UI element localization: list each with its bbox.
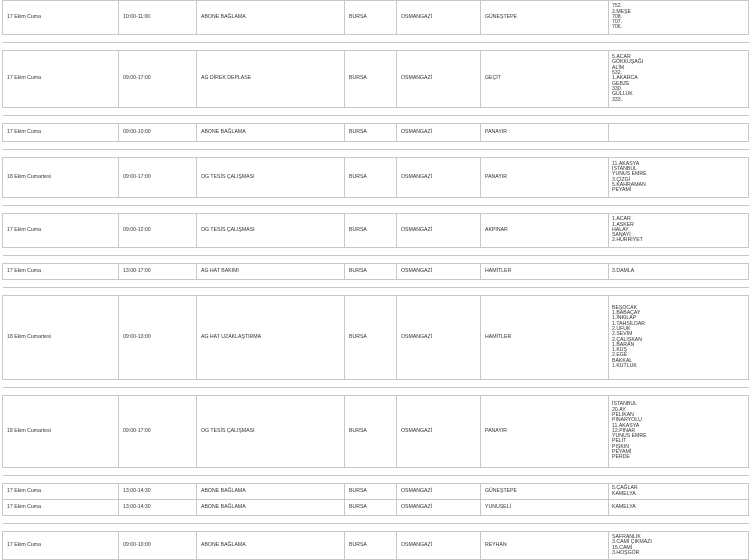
cell-district: OSMANGAZİ (397, 158, 481, 198)
cell-streets (609, 396, 749, 468)
cell-area: REYHAN (481, 532, 609, 560)
cell-time: 13:00-17:00 (119, 264, 197, 280)
cell-type: ABONE BAĞLAMA (197, 500, 345, 516)
cell-type: AG HAT UZAKLAŞTIRMA (197, 296, 345, 380)
cell-type: ABONE BAĞLAMA (197, 1, 345, 35)
cell-type: ABONE BAĞLAMA (197, 484, 345, 500)
cell-district: OSMANGAZİ (397, 500, 481, 516)
cell-district: OSMANGAZİ (397, 264, 481, 280)
street-name: PEYAMİ (612, 449, 632, 456)
cell-city: BURSA (345, 500, 397, 516)
street-name: 1.ASKER (612, 221, 634, 228)
cell-date: 17 Ekim Cuma (3, 264, 119, 280)
street-name: ALİM (612, 64, 625, 71)
separator-row (3, 116, 749, 124)
street-name: 1.KUTLUK (612, 362, 637, 369)
outage-table (2, 0, 749, 560)
cell-district: OSMANGAZİ (397, 296, 481, 380)
cell-area: HAMİTLER (481, 296, 609, 380)
cell-streets (609, 51, 749, 108)
cell-streets (609, 124, 749, 142)
cell-city: BURSA (345, 51, 397, 108)
street-name: PINARYOLU (612, 417, 642, 424)
separator-row (3, 388, 749, 396)
table-row (3, 1, 749, 35)
cell-city: BURSA (345, 396, 397, 468)
street-name: BEŞOCAK (612, 304, 638, 311)
cell-district: OSMANGAZİ (397, 484, 481, 500)
cell-type: OG TESİS ÇALIŞMASI (197, 396, 345, 468)
cell-city: BURSA (345, 484, 397, 500)
cell-city: BURSA (345, 1, 397, 35)
cell-district: OSMANGAZİ (397, 124, 481, 142)
street-name: HALAY (612, 226, 629, 233)
separator-cell (3, 43, 749, 51)
cell-date: 17 Ekim Cuma (3, 124, 119, 142)
separator-row (3, 198, 749, 206)
cell-date: 17 Ekim Cuma (3, 1, 119, 35)
cell-streets (609, 500, 749, 516)
separator-row (3, 280, 749, 288)
street-name: 1.BABAÇAY (612, 310, 641, 317)
cell-date: 17 Ekim Cuma (3, 532, 119, 560)
street-name: PELİKAN (612, 411, 634, 418)
street-name: 3.HOŞGÖR (612, 549, 640, 556)
cell-area: GEÇİT (481, 51, 609, 108)
cell-area: YUNUSELİ (481, 500, 609, 516)
separator-cell (3, 288, 749, 296)
street-name: YUNUS EMRE (612, 171, 647, 178)
table-row (3, 158, 749, 198)
separator-cell (3, 150, 749, 158)
cell-time: 09:00-17:00 (119, 158, 197, 198)
separator-row (3, 43, 749, 51)
cell-streets (609, 264, 749, 280)
cell-time: 09:00-13:00 (119, 296, 197, 380)
cell-district: OSMANGAZİ (397, 214, 481, 248)
street-name: PERDE (612, 454, 630, 461)
cell-date: 17 Ekim Cuma (3, 51, 119, 108)
cell-type: ABONE BAĞLAMA (197, 124, 345, 142)
separator-cell (3, 476, 749, 484)
cell-district: OSMANGAZİ (397, 51, 481, 108)
street-name: BAKKAL (612, 357, 633, 364)
street-name: YUNUS EMRE (612, 433, 647, 440)
cell-district: OSMANGAZİ (397, 1, 481, 35)
street-name: GÜLLÜK (612, 91, 633, 98)
table-row (3, 532, 749, 560)
cell-city: BURSA (345, 158, 397, 198)
street-name: KAMELYA (612, 503, 636, 510)
separator-cell (3, 108, 749, 116)
street-name: 3.CAMİ ÇIKMAZI (612, 539, 652, 546)
cell-district: OSMANGAZİ (397, 532, 481, 560)
street-name: PEYAMİ (612, 187, 632, 194)
cell-time: 10:00-11:00 (119, 1, 197, 35)
cell-type: AG HAT BAKIMI (197, 264, 345, 280)
street-name: 2.ÇALIŞKAN (612, 336, 642, 343)
cell-city: BURSA (345, 264, 397, 280)
street-name: GÖKKUŞAĞI (612, 59, 644, 66)
street-name: 752. (612, 3, 623, 10)
table-row (3, 264, 749, 280)
cell-streets (609, 214, 749, 248)
separator-row (3, 206, 749, 214)
street-name: 1.KUŞ (612, 347, 627, 354)
street-name: 11.AKASYA (612, 160, 640, 167)
cell-time: 09:00-10:00 (119, 532, 197, 560)
separator-cell (3, 524, 749, 532)
street-name: 2.UFUK (612, 325, 631, 332)
street-name: SANAYİ (612, 232, 631, 239)
cell-city: BURSA (345, 214, 397, 248)
street-name: 2.MEŞE (612, 8, 632, 15)
cell-streets (609, 1, 749, 35)
street-name: 5.KAHRAMAN (612, 181, 646, 188)
separator-cell (3, 280, 749, 288)
table-row (3, 214, 749, 248)
separator-row (3, 248, 749, 256)
cell-streets (609, 296, 749, 380)
cell-date: 18 Ekim Cumartesi (3, 396, 119, 468)
cell-type: OG TESİS ÇALIŞMASI (197, 158, 345, 198)
separator-row (3, 256, 749, 264)
street-name: GEBZE (612, 80, 630, 87)
street-name: 3.DAMLA (612, 267, 635, 274)
cell-time: 09:00-17:00 (119, 51, 197, 108)
street-name: PELİT (612, 438, 627, 445)
table-row (3, 396, 749, 468)
street-name: 708. (612, 13, 623, 20)
separator-row (3, 380, 749, 388)
street-name: 706. (612, 24, 623, 31)
cell-city: BURSA (345, 296, 397, 380)
cell-time: 13:00-14:30 (119, 484, 197, 500)
cell-type: OG TESİS ÇALIŞMASI (197, 214, 345, 248)
separator-cell (3, 516, 749, 524)
separator-row (3, 142, 749, 150)
separator-cell (3, 198, 749, 206)
separator-row (3, 516, 749, 524)
cell-streets (609, 532, 749, 560)
cell-time: 09:00-17:00 (119, 396, 197, 468)
cell-date: 17 Ekim Cuma (3, 484, 119, 500)
cell-time: 13:00-14:30 (119, 500, 197, 516)
separator-cell (3, 248, 749, 256)
separator-cell (3, 256, 749, 264)
street-name: 333. (612, 96, 623, 103)
cell-time: 09:00-10:00 (119, 124, 197, 142)
street-name: 1.TAHSİLDAR (612, 320, 646, 327)
table-row (3, 484, 749, 500)
street-name: 15.CAMİ (612, 544, 633, 551)
table-row (3, 51, 749, 108)
street-name: PIŞKIN (612, 443, 630, 450)
cell-date: 17 Ekim Cuma (3, 214, 119, 248)
separator-row (3, 524, 749, 532)
street-name: 2.EGE (612, 352, 628, 359)
street-name: 707. (612, 19, 623, 26)
street-name: 1.BARAN (612, 341, 635, 348)
cell-time: 09:00-12:00 (119, 214, 197, 248)
cell-date: 17 Ekim Cuma (3, 500, 119, 516)
separator-cell (3, 142, 749, 150)
cell-area: HAMİTLER (481, 264, 609, 280)
table-row (3, 500, 749, 516)
street-name: 2.SEVİM (612, 331, 633, 338)
separator-row (3, 150, 749, 158)
street-name: 3.ÇİZGİ (612, 176, 631, 183)
separator-row (3, 108, 749, 116)
separator-cell (3, 468, 749, 476)
street-name: 1.ACAR (612, 216, 631, 223)
cell-area: PANAYIR (481, 396, 609, 468)
separator-row (3, 468, 749, 476)
cell-area: GÜNEŞTEPE (481, 484, 609, 500)
cell-area: GÜNEŞTEPE (481, 1, 609, 35)
street-name: İSTANBUL (612, 401, 637, 408)
street-name: 532. (612, 70, 623, 77)
cell-area: PANAYIR (481, 158, 609, 198)
street-name: İSTANBUL (612, 165, 637, 172)
street-name: SAFRANLIK (612, 533, 641, 540)
cell-area: AKPINAR (481, 214, 609, 248)
cell-area: PANAYIR (481, 124, 609, 142)
cell-district: OSMANGAZİ (397, 396, 481, 468)
street-name: 5.ÇAĞLAR (612, 485, 638, 492)
street-name: 11.AKASYA (612, 422, 640, 429)
separator-cell (3, 116, 749, 124)
street-name: 1.İNKILAP (612, 315, 637, 322)
separator-cell (3, 388, 749, 396)
table-row (3, 124, 749, 142)
street-name: 2.HÜRRİYET (612, 237, 643, 244)
separator-cell (3, 206, 749, 214)
street-name: 1.AKARCA (612, 75, 638, 82)
separator-row (3, 35, 749, 43)
cell-city: BURSA (345, 124, 397, 142)
cell-type: ABONE BAĞLAMA (197, 532, 345, 560)
separator-cell (3, 35, 749, 43)
separator-cell (3, 380, 749, 388)
cell-streets (609, 158, 749, 198)
cell-streets (609, 484, 749, 500)
cell-city: BURSA (345, 532, 397, 560)
street-name: 330. (612, 85, 623, 92)
street-name: 5.ACAR (612, 54, 631, 61)
table-row (3, 296, 749, 380)
cell-type: AG DİREK DEPLASE (197, 51, 345, 108)
cell-date: 18 Ekim Cumartesi (3, 158, 119, 198)
street-name: KAMELYA (612, 490, 636, 497)
separator-row (3, 288, 749, 296)
street-name: 20.AY (612, 406, 626, 413)
street-name: 12.PINAR (612, 427, 636, 434)
cell-date: 18 Ekim Cumartesi (3, 296, 119, 380)
separator-row (3, 476, 749, 484)
